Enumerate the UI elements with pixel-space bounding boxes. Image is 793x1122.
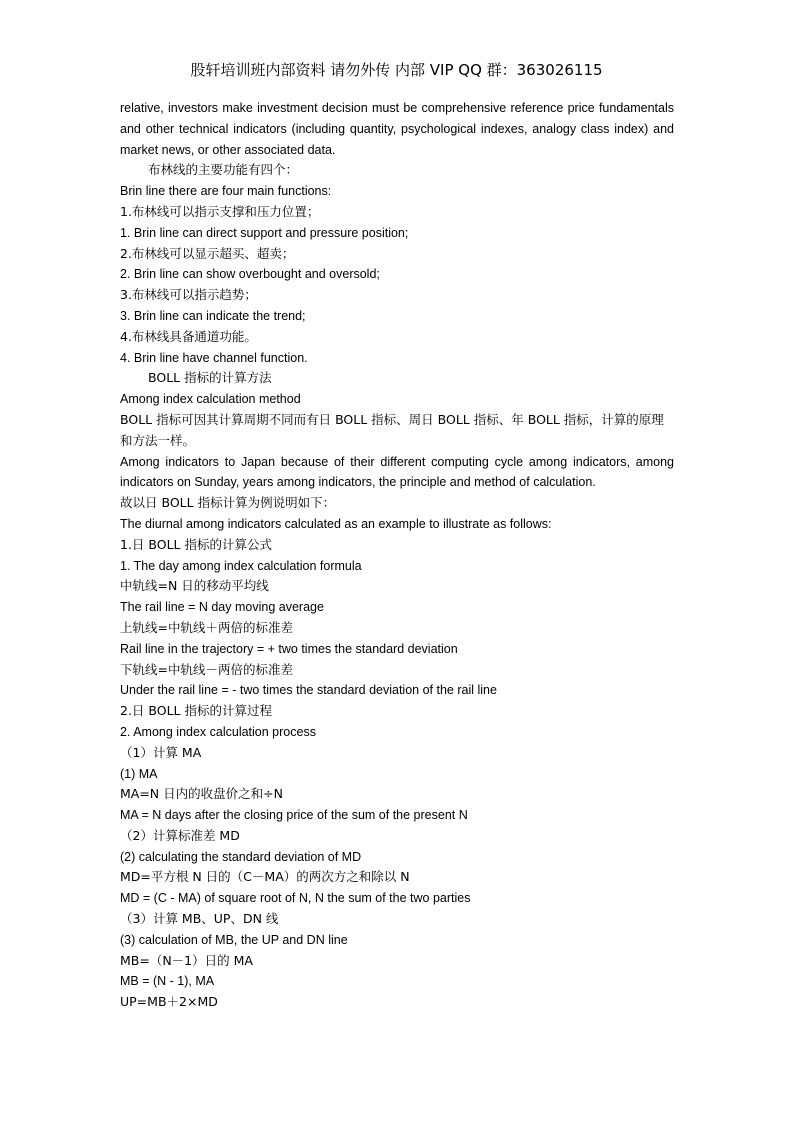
- paragraph: 2. Brin line can show overbought and oversold;: [120, 267, 380, 282]
- paragraph: MD = (C - MA) of square root of N, N the sum of the two parties: [120, 891, 471, 906]
- paragraph: 3. Brin line can indicate the trend;: [120, 308, 306, 323]
- paragraph: 2.日 BOLL 指标的计算过程: [120, 703, 272, 719]
- paragraph: MA=N 日内的收盘价之和÷N: [120, 786, 283, 802]
- paragraph: (2) calculating the standard deviation of MD: [120, 849, 362, 864]
- paragraph: 1.布林线可以指示支撑和压力位置；: [120, 203, 320, 219]
- paragraph: (3) calculation of MB, the UP and DN line: [120, 932, 348, 947]
- paragraph: BOLL 指标可因其计算周期不同而有日 BOLL 指标、周日 BOLL 指标、年 BOLL 指标，计算的原理和方法一样。: [120, 411, 664, 448]
- paragraph: BOLL 指标的计算方法: [148, 370, 272, 386]
- page-header: 股轩培训班内部资料 请勿外传 内部 VIP QQ 群：363026115: [190, 61, 603, 79]
- paragraph: 1.日 BOLL 指标的计算公式: [120, 536, 272, 552]
- document-body: [120, 98, 674, 1013]
- paragraph: 3.布林线可以指示趋势；: [120, 287, 257, 303]
- paragraph: 中轨线=N 日的移动平均线: [120, 578, 269, 594]
- paragraph: 1. Brin line can direct support and pressure position;: [120, 225, 409, 240]
- paragraph: MA = N days after the closing price of the sum of the present N: [120, 808, 468, 823]
- paragraph: 4. Brin line have channel function.: [120, 350, 308, 365]
- paragraph: (1) MA: [120, 766, 158, 781]
- paragraph: （2）计算标准差 MD: [120, 827, 240, 843]
- paragraph: Under the rail line = - two times the standard deviation of the rail line: [120, 683, 497, 698]
- paragraph: UP=MB＋2×MD: [120, 994, 218, 1010]
- paragraph: （3）计算 MB、UP、DN 线: [120, 911, 279, 927]
- paragraph: MD=平方根 N 日的（C－MA）的两次方之和除以 N: [120, 869, 410, 885]
- paragraph: MB = (N - 1), MA: [120, 974, 215, 989]
- paragraph: （1）计算 MA: [120, 744, 202, 760]
- paragraph: relative, investors make investment decision must be comprehensive reference price fundamentals and other technical indicators (including quantity, psychological indexes, analogy class index) and market news, or other associated data.: [120, 101, 674, 157]
- paragraph: Brin line there are four main functions:: [120, 184, 332, 199]
- paragraph: 布林线的主要功能有四个：: [148, 162, 299, 178]
- paragraph: The diurnal among indicators calculated as an example to illustrate as follows:: [120, 516, 552, 531]
- paragraph: 1. The day among index calculation formula: [120, 558, 362, 573]
- paragraph: 故以日 BOLL 指标计算为例说明如下：: [120, 495, 336, 511]
- paragraph: 2. Among index calculation process: [120, 724, 316, 739]
- paragraph: 上轨线=中轨线＋两倍的标准差: [120, 619, 293, 635]
- paragraph: 4.布林线具备通道功能。: [120, 328, 257, 344]
- paragraph: MB=（N－1）日的 MA: [120, 952, 253, 968]
- paragraph: The rail line = N day moving average: [120, 600, 324, 615]
- paragraph: Among indicators to Japan because of their different computing cycle among indicators, among indicators on Sunday, years among indicators, the principle and method of calculation.: [120, 454, 674, 490]
- paragraph: Rail line in the trajectory = + two times the standard deviation: [120, 641, 458, 656]
- paragraph: Among index calculation method: [120, 392, 301, 407]
- paragraph: 下轨线=中轨线－两倍的标准差: [120, 661, 293, 677]
- paragraph: 2.布林线可以显示超买、超卖；: [120, 245, 295, 261]
